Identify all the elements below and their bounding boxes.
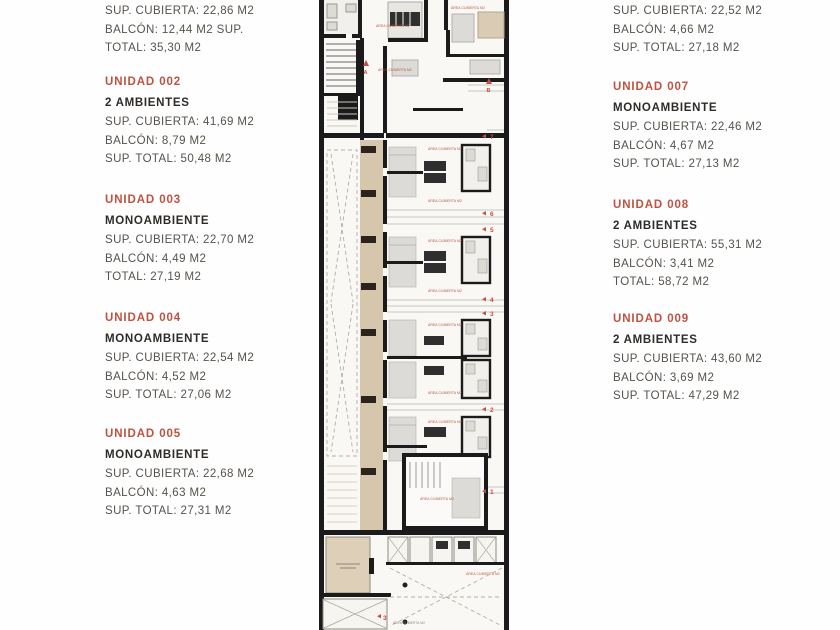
unit-line: BALCÓN: 12,44 M2 SUP. bbox=[105, 23, 244, 36]
area-label: ÁREA CUBIERTA M2 bbox=[428, 391, 462, 395]
unit-line: SUP. TOTAL: 47,29 M2 bbox=[613, 390, 740, 403]
unit-003-block bbox=[105, 190, 330, 287]
unit-line: SUP. TOTAL: 27,06 M2 bbox=[105, 389, 232, 402]
unit-marker-label: 3 bbox=[490, 311, 494, 318]
area-label: ÁREA CUBIERTA M2 bbox=[378, 68, 412, 72]
unit-marker-label: 6 bbox=[490, 211, 494, 218]
area-label: ÁREA CUBIERTA M2 bbox=[428, 323, 462, 327]
unit-line: SUP. CUBIERTA: 22,52 M2 bbox=[613, 5, 763, 17]
unit-005-block bbox=[105, 424, 330, 521]
unit-line: BALCÓN: 3,41 M2 bbox=[613, 257, 715, 270]
area-label-gray: ÁREA CUBIERTA M2 bbox=[393, 621, 425, 625]
area-label: ÁREA CUBIERTA M2 bbox=[428, 239, 462, 243]
unit-marker-label: 5 bbox=[490, 227, 494, 234]
unit-line: BALCÓN: 4,67 M2 bbox=[613, 139, 715, 152]
unit-009-block bbox=[613, 309, 838, 406]
area-label: ÁREA CUBIERTA M2 bbox=[428, 147, 462, 151]
unit-1-room bbox=[404, 455, 486, 528]
unit-004-block bbox=[105, 308, 330, 405]
unit-header: UNIDAD 005 bbox=[105, 428, 182, 440]
area-label: ÁREA CUBIERTA M2 bbox=[376, 24, 410, 28]
unit-line: BALCÓN: 8,79 M2 bbox=[105, 134, 207, 147]
floor-plan bbox=[318, 0, 512, 630]
unit-line: SUP. CUBIERTA: 22,70 M2 bbox=[105, 234, 255, 246]
unit-line: BALCÓN: 4,52 M2 bbox=[105, 370, 207, 383]
unit-002-block bbox=[105, 72, 330, 169]
area-label: ÁREA CUBIERTA M2 bbox=[428, 289, 462, 293]
unit-001-block bbox=[105, 2, 330, 58]
unit-line: SUP. CUBIERTA: 43,60 M2 bbox=[613, 353, 763, 365]
unit-marker-label: 4 bbox=[490, 297, 494, 304]
unit-type: MONOAMBIENTE bbox=[105, 215, 210, 227]
area-label: ÁREA CUBIERTA M2 bbox=[420, 497, 454, 501]
unit-type: 2 AMBIENTES bbox=[105, 97, 190, 109]
unit-type: MONOAMBIENTE bbox=[105, 333, 210, 345]
section-letter: B bbox=[486, 88, 491, 94]
unit-line: SUP. CUBIERTA: 22,86 M2 bbox=[105, 5, 255, 17]
unit-line: TOTAL: 27,19 M2 bbox=[105, 271, 202, 284]
unit-007-block bbox=[613, 77, 838, 174]
unit-006-block bbox=[613, 2, 838, 58]
unit-type: 2 AMBIENTES bbox=[613, 334, 698, 346]
unit-line: BALCÓN: 3,69 M2 bbox=[613, 371, 715, 384]
unit-line: BALCÓN: 4,49 M2 bbox=[105, 252, 207, 265]
area-label: ÁREA CUBIERTA M2 bbox=[428, 199, 462, 203]
unit-marker-label: 7 bbox=[490, 134, 494, 141]
unit-line: SUP. TOTAL: 27,18 M2 bbox=[613, 42, 740, 55]
unit-type: 2 AMBIENTES bbox=[613, 220, 698, 232]
unit-line: SUP. TOTAL: 27,13 M2 bbox=[613, 158, 740, 171]
unit-line: BALCÓN: 4,66 M2 bbox=[613, 23, 715, 36]
unit-header: UNIDAD 007 bbox=[613, 81, 690, 93]
unit-header: UNIDAD 008 bbox=[613, 199, 690, 211]
unit-line: BALCÓN: 4,63 M2 bbox=[105, 486, 207, 499]
unit-marker-label: 1 bbox=[490, 489, 494, 496]
unit-type: MONOAMBIENTE bbox=[105, 449, 210, 461]
unit-marker-label: 2 bbox=[490, 407, 494, 414]
unit-line: SUP. CUBIERTA: 41,69 M2 bbox=[105, 116, 255, 128]
unit-line: TOTAL: 35,30 M2 bbox=[105, 42, 202, 55]
unit-line: SUP. CUBIERTA: 22,54 M2 bbox=[105, 352, 255, 364]
area-label: ÁREA CUBIERTA M2 bbox=[466, 572, 500, 576]
unit-header: UNIDAD 003 bbox=[105, 194, 182, 206]
unit-008-block bbox=[613, 195, 838, 292]
unit-line: TOTAL: 58,72 M2 bbox=[613, 276, 710, 289]
unit-line: SUP. CUBIERTA: 22,68 M2 bbox=[105, 468, 255, 480]
area-label: ÁREA CUBIERTA M2 bbox=[451, 6, 485, 10]
area-label: ÁREA CUBIERTA M2 bbox=[428, 420, 462, 424]
unit-line: SUP. TOTAL: 50,48 M2 bbox=[105, 153, 232, 166]
corridor-wall bbox=[383, 140, 387, 532]
unit-header: UNIDAD 009 bbox=[613, 313, 690, 325]
unit-line: SUP. TOTAL: 27,31 M2 bbox=[105, 505, 232, 518]
unit-line: SUP. CUBIERTA: 55,31 M2 bbox=[613, 239, 763, 251]
section-letter: A bbox=[363, 70, 368, 76]
unit-header: UNIDAD 002 bbox=[105, 76, 182, 88]
unit-type: MONOAMBIENTE bbox=[613, 102, 718, 114]
stair-marker-label: 3 bbox=[383, 615, 387, 622]
unit-header: UNIDAD 004 bbox=[105, 312, 182, 324]
unit-line: SUP. CUBIERTA: 22,46 M2 bbox=[613, 121, 763, 133]
